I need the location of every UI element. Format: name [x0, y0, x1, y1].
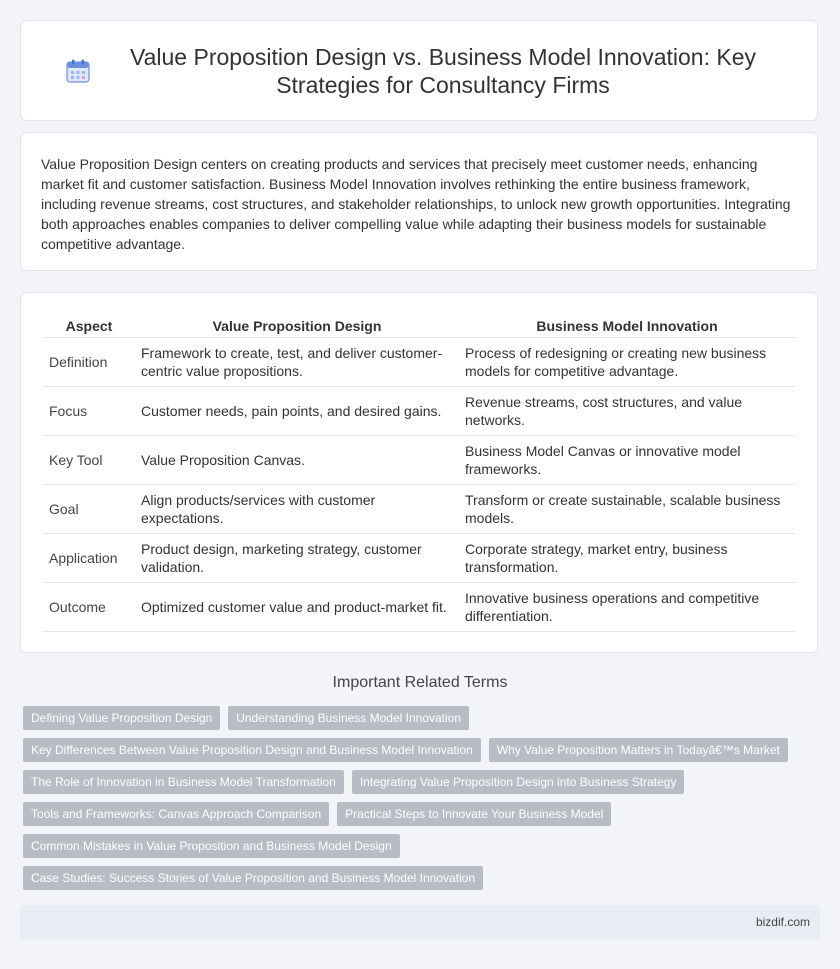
table-row [43, 583, 795, 632]
related-term-tag[interactable]: Common Mistakes in Value Proposition and Business Model Design [23, 834, 400, 858]
bmi-cell: Business Model Canvas or innovative model frameworks. [459, 436, 795, 485]
comparison-table-card [20, 292, 818, 653]
vpd-cell: Customer needs, pain points, and desired gains. [135, 387, 459, 436]
column-header-business-model-innovation: Business Model Innovation [459, 308, 795, 338]
tag-row [23, 866, 813, 890]
bmi-cell: Process of redesigning or creating new business models for competitive advantage. [459, 338, 795, 387]
related-term-tag[interactable]: Tools and Frameworks: Canvas Approach Comparison [23, 802, 329, 826]
table-row [43, 485, 795, 534]
vpd-cell: Value Proposition Canvas. [135, 436, 459, 485]
table-row [43, 387, 795, 436]
bmi-cell: Innovative business operations and competitive differentiation. [459, 583, 795, 632]
intro-card [20, 132, 818, 271]
bmi-cell: Transform or create sustainable, scalable business models. [459, 485, 795, 534]
table-row [43, 436, 795, 485]
tag-row [23, 738, 813, 762]
table-header-row [43, 308, 795, 338]
related-term-tag[interactable]: The Role of Innovation in Business Model Transformation [23, 770, 344, 794]
table-row [43, 534, 795, 583]
related-term-tag[interactable]: Case Studies: Success Stories of Value Proposition and Business Model Innovation [23, 866, 483, 890]
related-terms-tags [23, 706, 813, 898]
related-terms-heading: Important Related Terms [332, 674, 508, 691]
related-term-tag[interactable]: Key Differences Between Value Proposition Design and Business Model Innovation [23, 738, 481, 762]
related-term-tag[interactable]: Practical Steps to Innovate Your Business Model [337, 802, 611, 826]
related-term-tag[interactable]: Understanding Business Model Innovation [228, 706, 469, 730]
vpd-cell: Framework to create, test, and deliver customer-centric value propositions. [135, 338, 459, 387]
comparison-table [43, 308, 795, 632]
bmi-cell: Corporate strategy, market entry, business transformation. [459, 534, 795, 583]
related-term-tag[interactable]: Why Value Proposition Matters in Todayâ€™s Market [489, 738, 788, 762]
aspect-cell: Focus [43, 387, 135, 436]
related-term-tag[interactable]: Defining Value Proposition Design [23, 706, 220, 730]
calendar-icon [65, 58, 91, 84]
vpd-cell: Align products/services with customer expectations. [135, 485, 459, 534]
header-card [20, 20, 818, 121]
aspect-cell: Outcome [43, 583, 135, 632]
tag-row [23, 770, 813, 794]
aspect-cell: Application [43, 534, 135, 583]
related-term-tag[interactable]: Integrating Value Proposition Design into Business Strategy [352, 770, 685, 794]
aspect-cell: Key Tool [43, 436, 135, 485]
aspect-cell: Definition [43, 338, 135, 387]
tag-row [23, 706, 813, 730]
page-title: Value Proposition Design vs. Business Model Innovation: Key Strategies for Consultancy Firms [129, 43, 757, 98]
vpd-cell: Optimized customer value and product-market fit. [135, 583, 459, 632]
intro-paragraph: Value Proposition Design centers on creating products and services that precisely meet customer needs, enhancing market fit and customer satisfaction. Business Model Innovation involves rethinking the entire business framework, including revenue streams, cost structures, and stakeholder relationships, to unlock new growth opportunities. Integrating both approaches enables companies to deliver compelling value while adapting their business models for sustainable competitive advantage. [41, 156, 791, 252]
tag-row [23, 802, 813, 826]
vpd-cell: Product design, marketing strategy, customer validation. [135, 534, 459, 583]
bmi-cell: Revenue streams, cost structures, and value networks. [459, 387, 795, 436]
footer [20, 905, 820, 939]
footer-site-link[interactable]: bizdif.com [755, 915, 810, 929]
header [21, 21, 817, 120]
aspect-cell: Goal [43, 485, 135, 534]
table-row [43, 338, 795, 387]
tag-row [23, 834, 813, 858]
column-header-value-proposition-design: Value Proposition Design [135, 308, 459, 338]
column-header-aspect: Aspect [43, 308, 135, 338]
